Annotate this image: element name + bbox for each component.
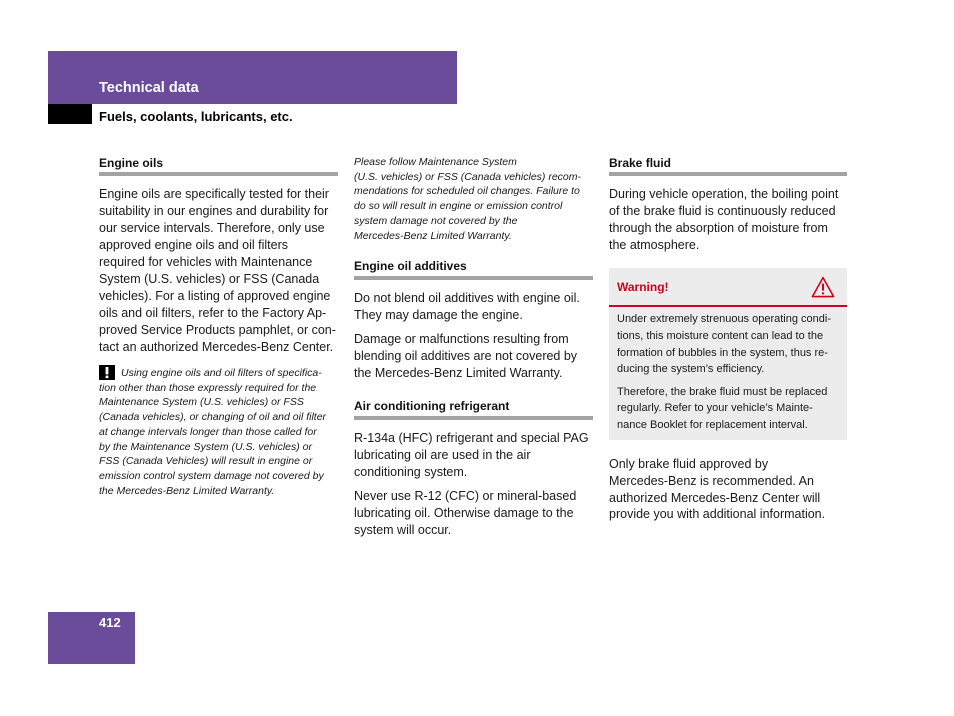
text-line: tact an authorized Mercedes-Benz Center.: [99, 340, 334, 354]
text-line: required for vehicles with Maintenance: [99, 255, 313, 269]
warning-divider: [609, 305, 847, 307]
text-line: lubricating oil. Otherwise damage to the: [354, 506, 574, 520]
text-line: conditioning system.: [354, 465, 468, 479]
paragraph-engine-oils: [99, 186, 338, 356]
text-line: do so will result in engine or emission control: [354, 200, 563, 213]
warning-label: Warning!: [617, 280, 669, 294]
text-line: tions, this moisture content can lead to the: [617, 329, 824, 342]
text-line: (U.S. vehicles) or FSS (Canada vehicles) recom-: [354, 170, 581, 183]
warning-triangle-icon: [811, 276, 835, 298]
text-line: authorized Mercedes-Benz Center will: [609, 490, 821, 505]
text-line: system damage not covered by the: [354, 214, 518, 227]
text-line: Do not blend oil additives with engine oil.: [354, 291, 580, 305]
text-line: through the absorption of moisture from: [609, 221, 828, 235]
text-line: nance Booklet for replacement interval.: [617, 419, 808, 432]
text-line: approved engine oils and oil filters: [99, 238, 289, 252]
warning-paragraph-1: [617, 311, 843, 378]
text-line: the Mercedes-Benz Limited Warranty.: [99, 484, 275, 497]
engine-oil-caution-note: [99, 366, 338, 498]
maintenance-note: [354, 155, 593, 243]
paragraph-brake-fluid-outro: [609, 456, 847, 523]
warning-box: [609, 268, 847, 440]
text-line: emission control system damage not covered by: [99, 469, 324, 482]
subsection-title: Fuels, coolants, lubricants, etc.: [99, 109, 293, 124]
text-line: suitability in our engines and durability for: [99, 204, 329, 218]
text-line: system will occur.: [354, 523, 452, 537]
text-line: Never use R-12 (CFC) or mineral-based: [354, 489, 577, 503]
paragraph-additives-2: [354, 331, 593, 382]
text-line: Using engine oils and oil filters of specifica-: [121, 367, 322, 379]
text-line: mendations for scheduled oil changes. Failure to: [354, 185, 580, 198]
text-line: our service intervals. Therefore, only use: [99, 221, 325, 235]
text-line: ducing the system’s efficiency.: [617, 363, 765, 376]
text-line: Under extremely strenuous operating condi-: [617, 313, 832, 325]
text-line: provide you with additional information.: [609, 507, 826, 522]
section-rule: [354, 416, 593, 420]
text-line: by the Maintenance System (U.S. vehicles) or: [99, 440, 313, 453]
text-line: Mercedes-Benz is recommended. An: [609, 473, 814, 488]
text-line: Only brake fluid approved by: [609, 457, 769, 471]
section-rule: [609, 172, 847, 176]
heading-air-conditioning-refrigerant: Air conditioning refrigerant: [354, 399, 510, 413]
warning-paragraph-2: [617, 384, 843, 434]
page-number-tab: [48, 612, 135, 664]
text-line: Maintenance System (U.S. vehicles) or FSS: [99, 396, 304, 409]
text-line: lubricating oil are used in the air: [354, 448, 531, 462]
paragraph-refrigerant-1: [354, 430, 593, 481]
text-line: formation of bubbles in the system, thus re-: [617, 346, 828, 359]
text-line: Damage or malfunctions resulting from: [354, 332, 569, 346]
page-number: 412: [99, 615, 121, 630]
section-rule: [99, 172, 338, 176]
text-line: proved Service Products pamphlet, or con-: [99, 323, 336, 337]
subsection-marker: [48, 104, 92, 124]
text-line: FSS (Canada Vehicles) will result in engine or: [99, 455, 313, 468]
text-line: Please follow Maintenance System: [354, 156, 517, 168]
paragraph-additives-1: [354, 290, 593, 324]
text-line: During vehicle operation, the boiling point: [609, 187, 839, 201]
heading-brake-fluid: Brake fluid: [609, 156, 672, 170]
text-line: the Mercedes-Benz Limited Warranty.: [354, 366, 563, 380]
text-line: oils and oil filters, refer to the Factory Ap-: [99, 306, 327, 320]
text-line: R-134a (HFC) refrigerant and special PAG: [354, 431, 589, 445]
heading-engine-oil-additives: Engine oil additives: [354, 259, 467, 273]
text-line: blending oil additives are not covered by: [354, 349, 578, 363]
text-line: regularly. Refer to your vehicle’s Mainte-: [617, 402, 813, 415]
header-banner: [48, 51, 457, 104]
text-line: (Canada vehicles), or changing of oil and oil filter: [99, 411, 327, 424]
text-line: the atmosphere.: [609, 238, 700, 252]
text-line: at change intervals longer than those called for: [99, 425, 317, 438]
heading-engine-oils: Engine oils: [99, 156, 164, 170]
text-line: Engine oils are specifically tested for their: [99, 187, 329, 201]
text-line: of the brake fluid is continuously reduced: [609, 204, 836, 218]
section-rule: [354, 276, 593, 280]
text-line: They may damage the engine.: [354, 308, 523, 322]
paragraph-refrigerant-2: [354, 488, 593, 539]
text-line: vehicles). For a listing of approved engine: [99, 289, 331, 303]
text-line: System (U.S. vehicles) or FSS (Canada: [99, 272, 320, 286]
text-line: Mercedes-Benz Limited Warranty.: [354, 229, 512, 242]
section-title: Technical data: [99, 80, 199, 96]
paragraph-brake-fluid-intro: [609, 186, 847, 254]
text-line: tion other than those expressly required for the: [99, 381, 317, 394]
text-line: Therefore, the brake fluid must be replaced: [617, 385, 828, 398]
